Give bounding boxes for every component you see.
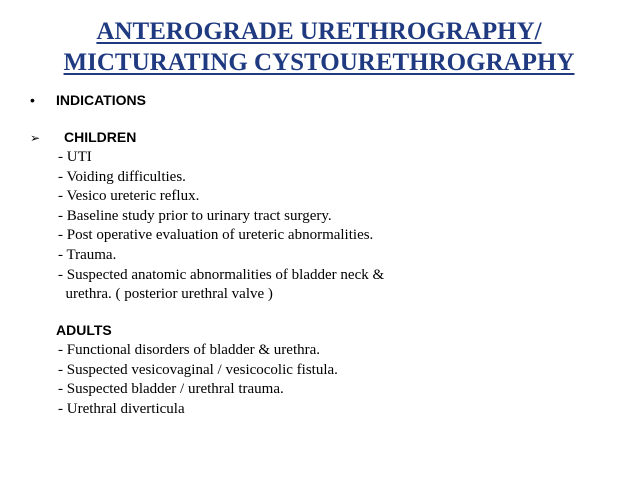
bullet-icon: • <box>30 92 35 108</box>
children-label: CHILDREN <box>64 129 137 145</box>
list-item: - Suspected anatomic abnormalities of bladder neck & <box>58 266 385 283</box>
list-item: - Functional disorders of bladder & urethra. <box>58 342 321 358</box>
slide-title <box>0 16 638 78</box>
list-item: - Post operative evaluation of ureteric abnormalities. <box>58 227 374 244</box>
indications-heading <box>30 92 146 108</box>
arrow-bullet-icon: ➢ <box>30 131 41 145</box>
list-item: - Vesico ureteric reflux. <box>58 188 200 205</box>
list-item: - Voiding difficulties. <box>58 168 186 185</box>
children-indication-list <box>58 148 384 305</box>
list-item: - Urethral diverticula <box>58 400 185 417</box>
adults-heading: ADULTS <box>56 322 112 338</box>
list-item: - Suspected bladder / urethral trauma. <box>58 381 284 398</box>
list-item: urethra. ( posterior urethral valve ) <box>58 286 273 303</box>
children-heading <box>30 129 136 145</box>
indications-label: INDICATIONS <box>56 92 146 108</box>
list-item: - Trauma. <box>58 246 117 263</box>
list-item: - Baseline study prior to urinary tract surgery. <box>58 207 332 224</box>
title-line-2: MICTURATING CYSTOURETHROGRAPHY <box>63 49 575 76</box>
list-item: - UTI <box>58 149 92 165</box>
title-line-1: ANTEROGRADE URETHROGRAPHY/ <box>96 18 542 45</box>
list-item: - Suspected vesicovaginal / vesicocolic fistula. <box>58 361 338 378</box>
adults-indication-list <box>58 341 338 419</box>
